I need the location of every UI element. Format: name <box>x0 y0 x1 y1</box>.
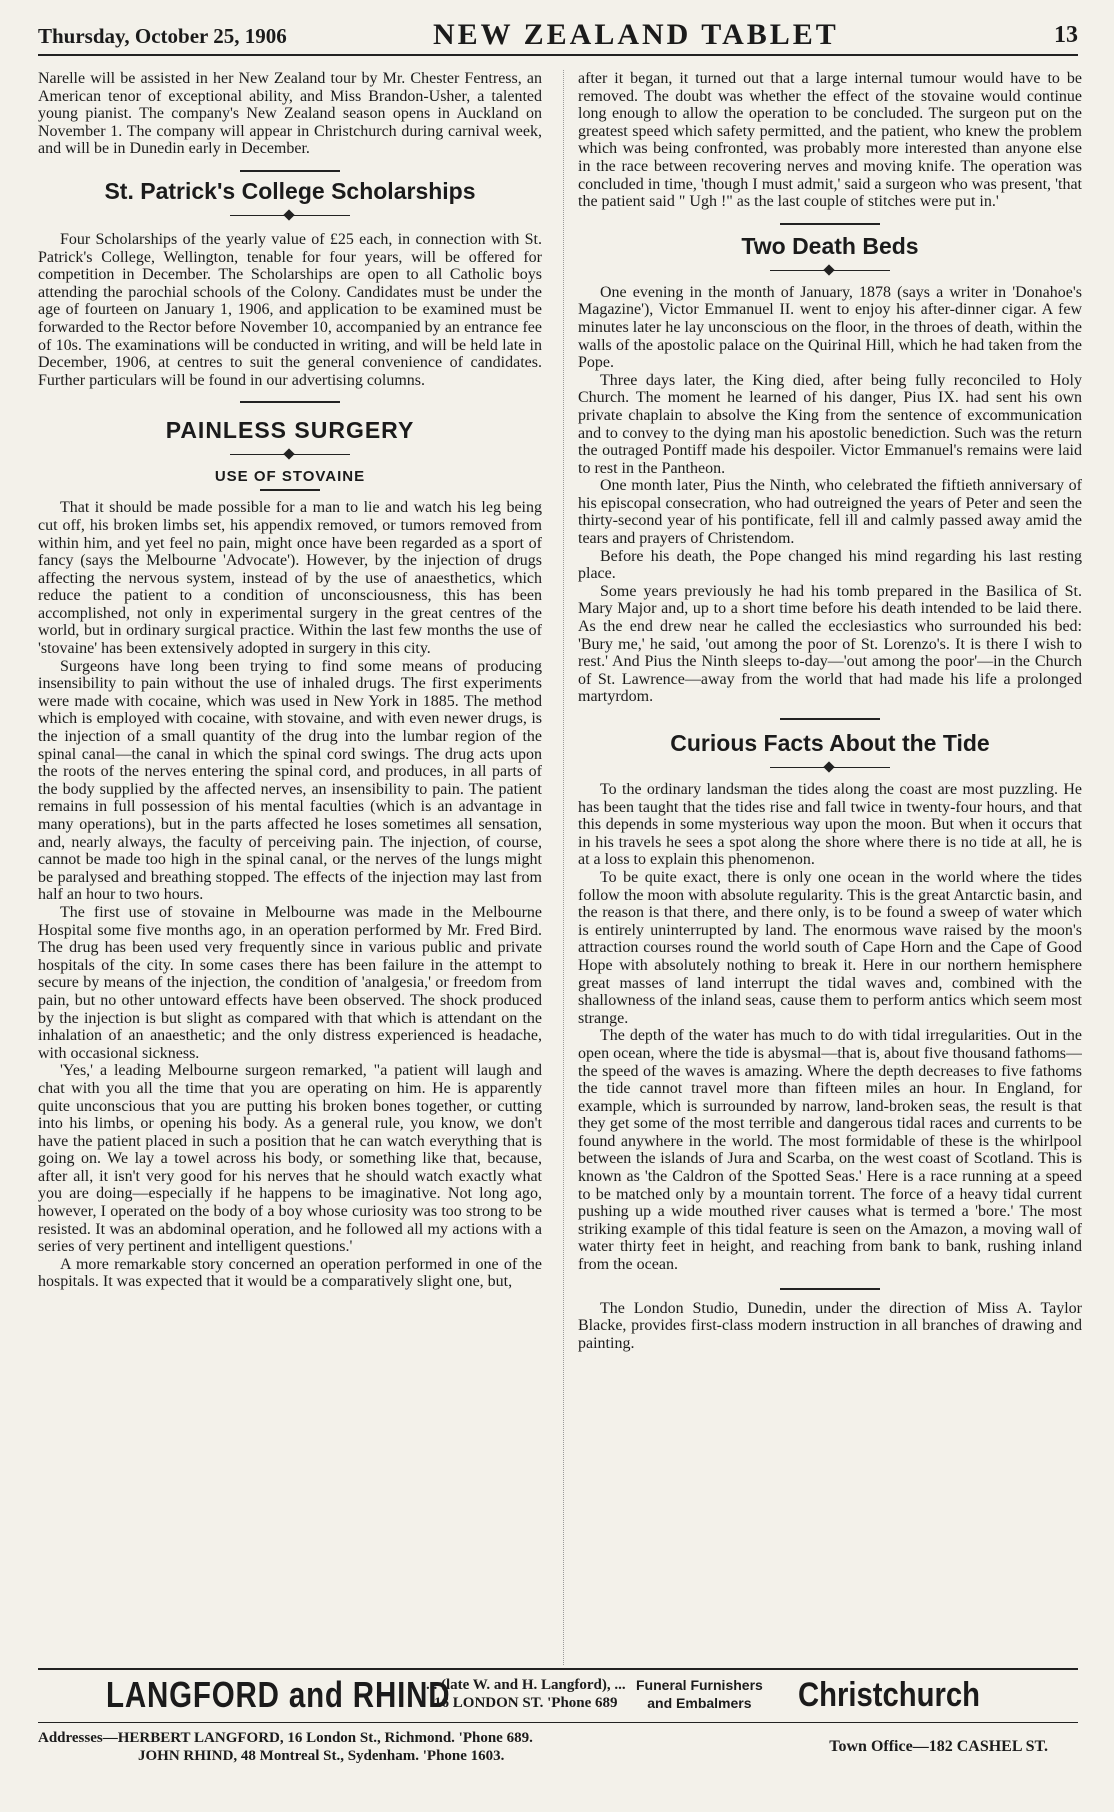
scholarships-body: Four Scholarships of the yearly value of £25 each, in connection with St. Patrick's College, Wellington, tenable for four years, will be offered for competition in December. The Scholarships are open to all Catholic boys attending the parochial schools of the Colony. Candidates must be under the age of fourteen on January 1, 1906, and application to be examined must be forwarded to the Rector before November 10, accompanied by an entrance fee of 10s. The examinations will be conducted in writing, and will be held late in December, 1906, at centres to suit the general convenience of candidates. Further particulars will be found in our advertising columns. <box>38 230 542 389</box>
surgery-paragraph: A more remarkable story concerned an operation performed in one of the hospitals. It was expected that it would be a comparatively slight one, but, <box>38 1255 542 1291</box>
firm-details-line: 16 LONDON ST. 'Phone 689 <box>434 1695 618 1711</box>
section-rule <box>780 1288 880 1290</box>
subheading-rule <box>260 489 320 491</box>
firm-name: LANGFORD and RHIND <box>106 1674 451 1715</box>
firm-trade <box>636 1676 763 1712</box>
surgery-paragraph: That it should be made possible for a man to lie and watch his leg being cut off, his broken limbs set, his appendix removed, or tumors removed from within him, and yet feel no pain, might once have been regarded as a sport of fancy (says the Melbourne 'Advocate'). However, by the injection of drugs affecting the nervous system, instead of by the use of anaesthetics, which reduce the patient to a condition of unconsciousness, this has been accomplished, not only in experimental surgery in the great centres of the world, but in ordinary surgical practice. Within the last few months the use of 'stovaine' has been extensively adopted in surgery in this city. <box>38 499 542 658</box>
surgery-subheading: USE OF STOVAINE <box>214 468 366 486</box>
scholarships-heading: St. Patrick's College Scholarships <box>104 177 476 204</box>
town-office: Town Office—182 CASHEL ST. <box>829 1738 1048 1755</box>
column-divider <box>563 70 564 1665</box>
diamond-rule <box>230 211 350 221</box>
section-rule <box>780 223 880 225</box>
surgery-paragraph: The first use of stovaine in Melbourne was made in the Melbourne Hospital some five months ago, in an operation performed by Mr. Fred Bird. The drug has been used very frequently since in various public and private hospitals of the city. In some cases there has been failure in the attempt to secure by means of the injection, the condition of 'analgesia,' or freedom from pain, but no other untoward effects have been observed. The shock produced by the injection is but slight as compared with that which is attendant on the inhalation of an anaesthetic; and the only distress experienced is headache, with occasional sickness. <box>38 903 542 1062</box>
paper-title: NEW ZEALAND TABLET <box>433 18 839 51</box>
deathbeds-paragraph: Three days later, the King died, after being fully reconciled to Holy Church. The moment he learned of his danger, Pius IX. had sent his own private chaplain to absolve the King from the sentence of excommunication and to convey to the dying man his apostolic benediction. Such was the return the outraged Pontiff made his despoiler. Victor Emmanuel's remains were laid to rest in the Pantheon. <box>578 371 1082 477</box>
surgery-continued: after it began, it turned out that a large internal tumour would have to be removed. The doubt was whether the effect of the stovaine would continue long enough to allow the operation to be concluded. The surgeon put on the greatest speed which safety permitted, and the patient, who knew the problem which was being confronted, was probably more interested than anyone else in the race between recovering nerves and moving knife. The operation was concluded in time, 'though I must admit,' said a surgeon who was present, 'that the patient said " Ugh !" as the last couple of stitches were put in.' <box>578 70 1082 211</box>
firm-details <box>426 1676 626 1712</box>
tide-paragraph: To the ordinary landsman the tides along the coast are most puzzling. He has been taught that the tides rise and fall twice in twenty-four hours, and that this depends in some mysterious way upon the moon. But when it occurs that in his travels he sees a spot along the shore where there is no tide at all, he is at a loss to explain this phenomenon. <box>578 781 1082 869</box>
surgery-paragraph: Surgeons have long been trying to find some means of producing insensibility to pain without the use of inhaled drugs. The first experiments were made with cocaine, which was used in New York in 1885. The method which is employed with cocaine, with stovaine, and with even newer drugs, is the injection of a small quantity of the drug into the lumbar region of the spinal canal—the canal in which the spinal cord swings. The drug acts upon the roots of the nerves entering the spinal cord, and produces, in all parts of the body supplied by the affected nerves, an insensibility to pain. The patient remains in full possession of his mental faculties (which is an advantage in many operations), but in the parts affected he loses sometimes all sensation, and, nearly always, the faculty of perceiving pain. The injection, of course, cannot be made too high in the spinal canal, or the nerves of the lungs might be paralysed and breathing stopped. The effects of the injection may last from half an hour to two hours. <box>38 657 542 904</box>
firm-city: Christchurch <box>798 1676 980 1714</box>
deathbeds-paragraph: One evening in the month of January, 1878 (says a writer in 'Donahoe's Magazine'), Victor Emmanuel II. went to enjoy his after-dinner cigar. A few minutes later he lay unconscious on the floor, in the throes of death, within the walls of the apostolic palace on the Quirinal Hill, which he had taken from the Pope. <box>578 283 1082 372</box>
address-line: JOHN RHIND, 48 Montreal St., Sydenham. 'Phone 1603. <box>138 1748 505 1764</box>
deathbeds-paragraph: One month later, Pius the Ninth, who celebrated the fiftieth anniversary of his episcopal consecration, who had outreigned the years of Peter and seen the thirty-second year of his pontificate, fell ill and calmly passed away amid the tears and prayers of Christendom. <box>578 477 1082 548</box>
right-column <box>578 70 1082 1665</box>
tide-paragraph: The depth of the water has much to do with tidal irregularities. Out in the open ocean, where the tide is abysmal—that is, about five thousand fathoms—the speed of the waves is amazing. Where the depth decreases to five fathoms the tide cannot travel more than fifteen miles an hour. In England, for example, which is surrounded by narrow, land-broken seas, the result is that they get some of the most terrible and dangerous tidal races and currents to be found anywhere in the world. The most formidable of these is the whirlpool between the islands of Jura and Scarba, on the west coast of Scotland. This is known as 'the Caldron of the Spotted Seas.' Here is a race running at a speed to be matched only by a mountain torrent. The force of a heavy tidal current pushing up a wide mouthed river causes what is termed a 'bore.' The most striking example of this tidal feature is seen on the Amazon, a moving wall of water thirty feet in height, and reaching from bank to bank, rushing inland from the ocean. <box>578 1027 1082 1274</box>
section-rule <box>240 401 340 403</box>
deathbeds-paragraph: Some years previously he had his tomb prepared in the Basilica of St. Mary Major and, up to a short time before his death intended to be laid there. As the end drew near he called the ecclesiastics who surrounded his bed: 'Bury me,' he said, 'out among the poor of St. Lorenzo's. It is there I wish to rest.' And Pius the Ninth sleeps to-day—'out among the poor'—in the Church of St. Lawrence—away from the world that had made his life a prolonged martyrdom. <box>578 582 1082 706</box>
advertisement <box>38 1668 1078 1800</box>
surgery-heading: PAINLESS SURGERY <box>165 417 415 444</box>
advertisement-banner <box>38 1674 1078 1723</box>
diamond-rule <box>230 450 350 460</box>
firm-details-line: ... (late W. and H. Langford), ... <box>426 1677 626 1693</box>
firm-trade-line: Funeral Furnishers <box>636 1677 763 1693</box>
tide-paragraph: To be quite exact, there is only one ocean in the world where the tides follow the moon with absolute regularity. This is the great Antarctic basin, and the reason is that there, and there only, is to be found a sweep of water which is entirely uninterrupted by land. The enormous wave raised by the moon's attraction courses round the world south of Cape Horn and the Cape of Good Hope with absolutely nothing to break it. Here in our northern hemisphere great masses of land interrupt the tidal waves and, combined with the shallowness of the inland seas, cause them to perform antics which seem most strange. <box>578 868 1082 1027</box>
left-column <box>38 70 542 1665</box>
surgery-paragraph: 'Yes,' a leading Melbourne surgeon remarked, "a patient will laugh and chat with you all the time that you are operating on him. He is apparently quite unconscious that you are putting his broken bones together, or cutting into his limbs, or opening his body. As a general rule, you know, we don't have the patient placed in such a position that he can watch everything that is going on. We lay a towel across his body, or something like that, because, after all, it isn't very good for his nerves that he should watch exactly what you are doing—especially if he happens to be imaginative. Not long ago, however, I operated on the body of a boy whose curiosity was too strong to be resisted. It was an abdominal operation, and he followed all my actions with a series of very pertinent and intelligent questions.' <box>38 1062 542 1256</box>
issue-date: Thursday, October 25, 1906 <box>38 24 287 48</box>
masthead <box>38 18 1078 56</box>
deathbeds-heading: Two Death Beds <box>741 232 919 259</box>
concert-note: Narelle will be assisted in her New Zealand tour by Mr. Chester Fentress, an American tenor of exceptional ability, and Miss Brandon-Usher, a talented young pianist. The company's New Zealand season opens in Auckland on November 1. The company will appear in Christchurch during carnival week, and will be in Dunedin early in December. <box>38 70 542 158</box>
diamond-rule <box>770 763 890 773</box>
page-number: 13 <box>1054 22 1078 48</box>
address-line: Addresses—HERBERT LANGFORD, 16 London St., Richmond. 'Phone 689. <box>38 1730 533 1746</box>
deathbeds-paragraph: Before his death, the Pope changed his mind regarding his last resting place. <box>578 547 1082 583</box>
diamond-rule <box>770 266 890 276</box>
tide-heading: Curious Facts About the Tide <box>670 730 990 756</box>
studio-note: The London Studio, Dunedin, under the direction of Miss A. Taylor Blacke, provides first-class modern instruction in all branches of drawing and painting. <box>578 1299 1082 1352</box>
section-rule <box>240 170 340 172</box>
section-rule <box>780 718 880 720</box>
firm-trade-line: and Embalmers <box>647 1695 752 1711</box>
